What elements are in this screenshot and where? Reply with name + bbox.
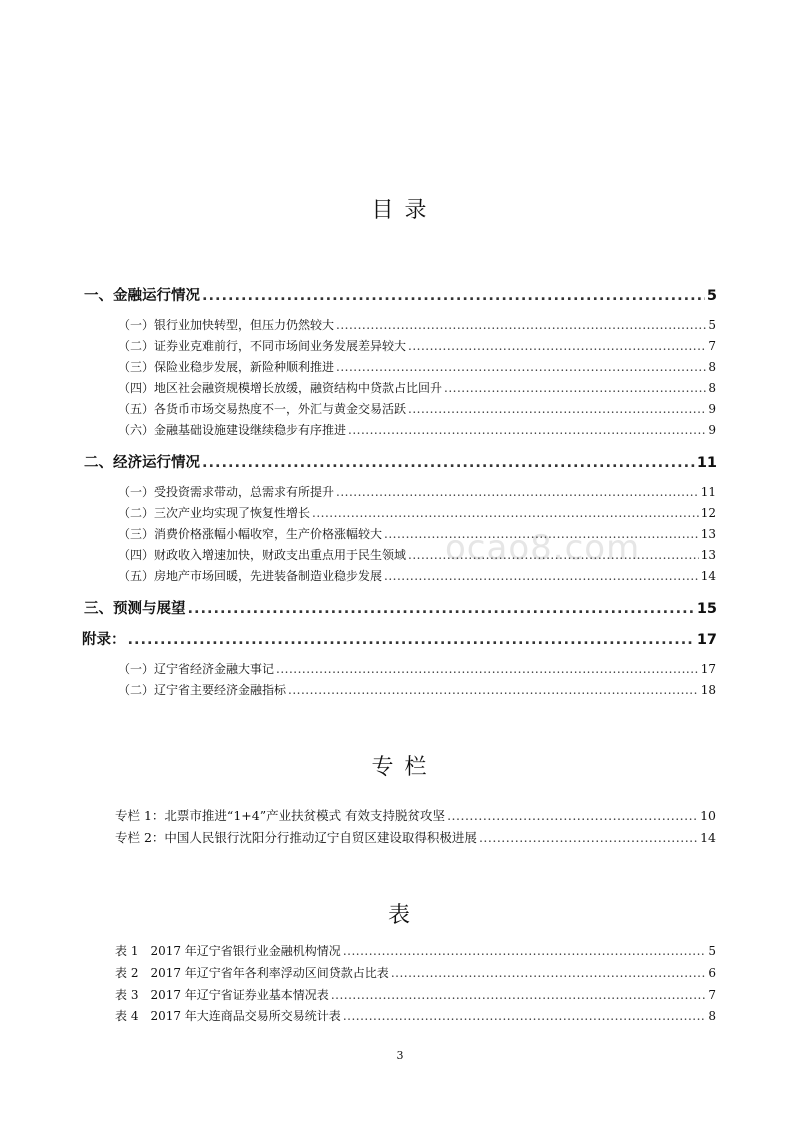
dot-leader [202, 455, 695, 471]
toc-page-number: 14 [700, 569, 716, 583]
toc-item[interactable] [118, 421, 716, 438]
table-item-label: 表 2 2017 年辽宁省年各利率浮动区间贷款占比表 [115, 966, 389, 980]
table-item[interactable] [115, 964, 716, 981]
toc-section-2[interactable] [84, 451, 717, 472]
toc-item[interactable] [118, 546, 716, 563]
toc-item-label: （一）银行业加快转型，但压力仍然较大 [118, 318, 335, 332]
dot-leader [336, 485, 699, 499]
toc-item-label: （五）各货币市场交易热度不一，外汇与黄金交易活跃 [118, 402, 407, 416]
toc-title: 目 录 [371, 198, 429, 223]
dot-leader [312, 506, 699, 520]
column-item-label: 专栏 2：中国人民银行沈阳分行推动辽宁自贸区建设取得积极进展 [115, 830, 477, 845]
column-page-number: 10 [700, 808, 716, 823]
dot-leader [384, 569, 699, 583]
toc-item-label: （一）辽宁省经济金融大事记 [118, 662, 275, 676]
toc-item[interactable] [118, 504, 716, 521]
dot-leader [391, 966, 707, 980]
table-page-number: 6 [708, 966, 716, 980]
table-page-number: 5 [708, 944, 716, 958]
table-item[interactable] [115, 942, 716, 959]
column-item[interactable] [115, 806, 716, 824]
dot-leader [408, 548, 699, 562]
toc-section-label: 一、金融运行情况 [84, 288, 200, 304]
dot-leader [128, 632, 695, 648]
table-item-label: 表 1 2017 年辽宁省银行业金融机构情况 [115, 944, 341, 958]
toc-page-number: 7 [708, 339, 716, 353]
toc-section-label: 三、预测与展望 [84, 601, 186, 617]
toc-item[interactable] [118, 525, 716, 542]
toc-item-label: （四）地区社会融资规模增长放缓，融资结构中贷款占比回升 [118, 381, 443, 395]
toc-item[interactable] [118, 681, 716, 698]
toc-item[interactable] [118, 337, 716, 354]
dot-leader [408, 339, 706, 353]
toc-page-number: 13 [700, 527, 716, 541]
toc-page-number: 15 [696, 601, 717, 617]
toc-page-number: 18 [700, 683, 716, 697]
toc-page-number: 11 [700, 485, 716, 499]
dot-leader [336, 360, 706, 374]
table-item[interactable] [115, 1007, 716, 1024]
column-item[interactable] [115, 828, 716, 846]
table-page-number: 8 [708, 1009, 716, 1023]
dot-leader [188, 601, 695, 617]
toc-item[interactable] [118, 358, 716, 375]
toc-page-number: 5 [706, 288, 717, 304]
dot-leader [336, 318, 706, 332]
dot-leader [202, 288, 705, 304]
toc-item-label: （三）消费价格涨幅小幅收窄，生产价格涨幅较大 [118, 527, 383, 541]
table-item-label: 表 4 2017 年大连商品交易所交易统计表 [115, 1009, 341, 1023]
toc-item-label: （三）保险业稳步发展，新险种顺利推进 [118, 360, 335, 374]
toc-item-label: （四）财政收入增速加快，财政支出重点用于民生领域 [118, 548, 407, 562]
toc-page-number: 9 [708, 402, 716, 416]
toc-section-3[interactable] [84, 597, 717, 618]
toc-page-number: 13 [700, 548, 716, 562]
toc-item-label: （二）三次产业均实现了恢复性增长 [118, 506, 311, 520]
dot-leader [408, 402, 706, 416]
page-number: 3 [396, 1049, 404, 1062]
dot-leader [348, 423, 706, 437]
toc-section-label: 附录： [82, 632, 126, 648]
toc-item-label: （六）金融基础设施建设继续稳步有序推进 [118, 423, 347, 437]
column-item-label: 专栏 1：北票市推进“1+4”产业扶贫模式 有效支持脱贫攻坚 [115, 808, 446, 823]
dot-leader [276, 662, 699, 676]
toc-page-number: 11 [696, 455, 717, 471]
toc-item-label: （二）辽宁省主要经济金融指标 [118, 683, 287, 697]
toc-item[interactable] [118, 567, 716, 584]
dot-leader [343, 944, 707, 958]
column-page-number: 14 [700, 830, 716, 845]
watermark: ocao8.com [445, 528, 641, 568]
toc-section-label: 二、经济运行情况 [84, 455, 200, 471]
toc-page-number: 8 [708, 381, 716, 395]
dot-leader [288, 683, 699, 697]
columns-title: 专 栏 [371, 755, 429, 780]
toc-item[interactable] [118, 316, 716, 333]
toc-page-number: 8 [708, 360, 716, 374]
table-item-label: 表 3 2017 年辽宁省证券业基本情况表 [115, 988, 329, 1002]
toc-item-label: （五）房地产市场回暖，先进装备制造业稳步发展 [118, 569, 383, 583]
toc-section-appendix[interactable] [82, 628, 717, 649]
toc-item-label: （二）证券业克难前行，不同市场间业务发展差异较大 [118, 339, 407, 353]
toc-item[interactable] [118, 379, 716, 396]
dot-leader [479, 830, 698, 845]
toc-item[interactable] [118, 483, 716, 500]
toc-page-number: 5 [708, 318, 716, 332]
toc-page-number: 17 [696, 632, 717, 648]
toc-item[interactable] [118, 660, 716, 677]
toc-item-label: （一）受投资需求带动，总需求有所提升 [118, 485, 335, 499]
dot-leader [331, 988, 707, 1002]
table-item[interactable] [115, 986, 716, 1003]
toc-page-number: 12 [700, 506, 716, 520]
dot-leader [447, 808, 698, 823]
dot-leader [444, 381, 706, 395]
tables-title: 表 [387, 903, 412, 928]
toc-item[interactable] [118, 400, 716, 417]
toc-page-number: 17 [700, 662, 716, 676]
dot-leader [343, 1009, 707, 1023]
dot-leader [384, 527, 699, 541]
table-page-number: 7 [708, 988, 716, 1002]
toc-section-1[interactable] [84, 284, 717, 305]
toc-page-number: 9 [708, 423, 716, 437]
